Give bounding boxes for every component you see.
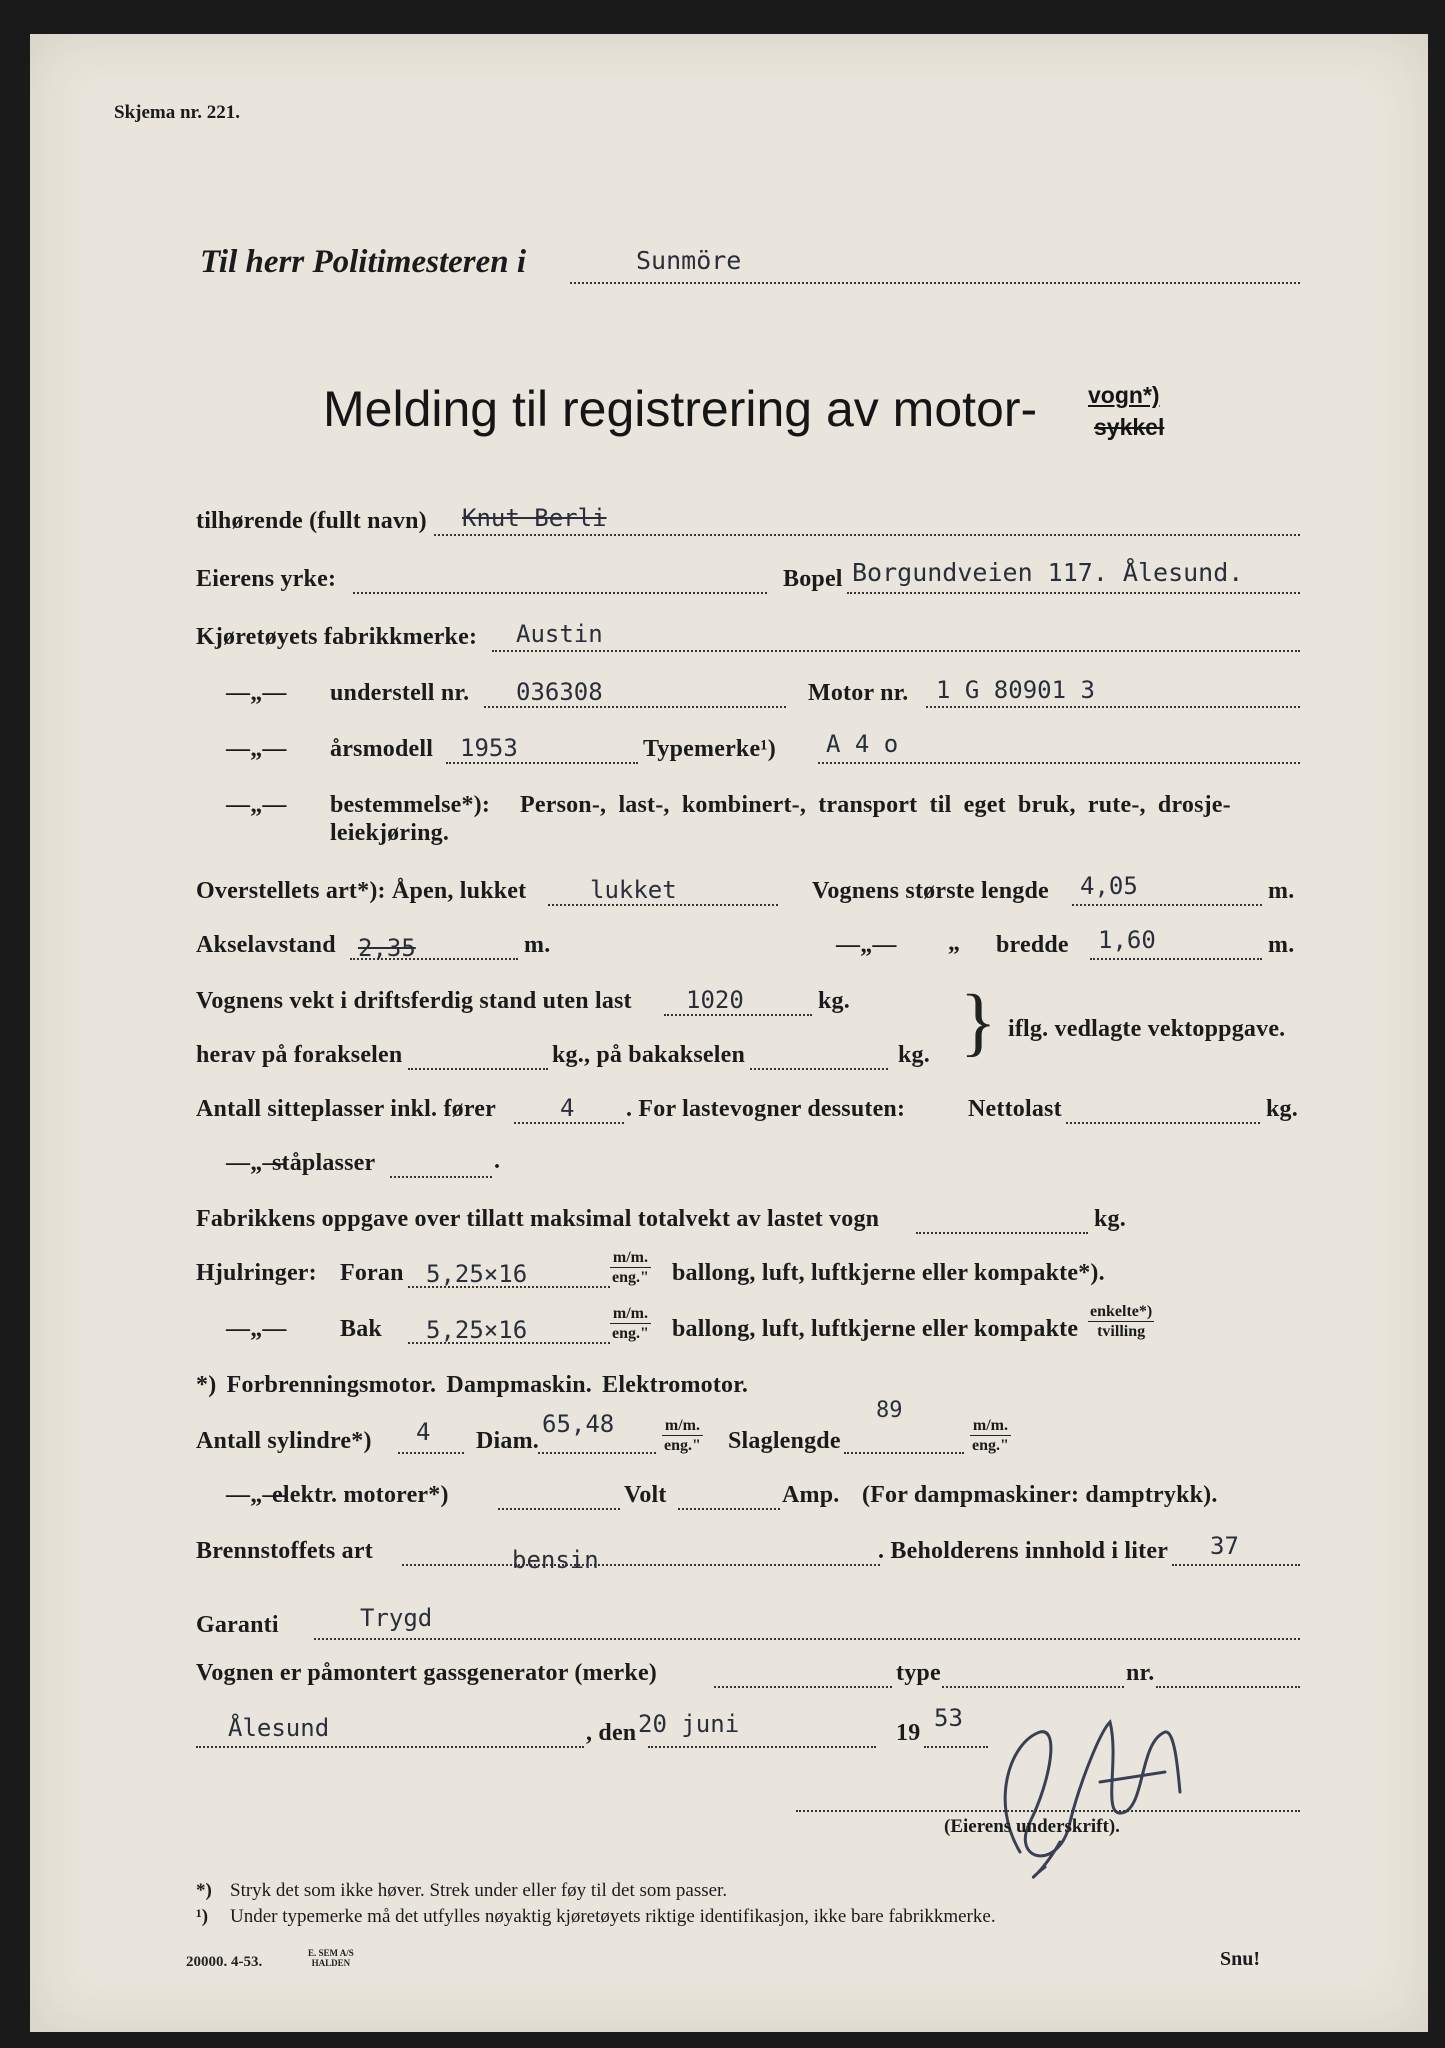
gas-type-line xyxy=(942,1686,1124,1688)
tank-label: . Beholderens innhold i liter xyxy=(878,1538,1169,1564)
ditto-mark: —„— xyxy=(226,1150,287,1176)
front-tire-types: ballong, luft, luftkjerne eller kompakte*). xyxy=(672,1260,1105,1286)
year-prefix: 19 xyxy=(896,1720,921,1746)
weight-note: iflg. vedlagte vektoppgave. xyxy=(1008,1016,1286,1042)
tank-line xyxy=(1172,1564,1300,1566)
steam-note: (For dampmaskiner: damptrykk). xyxy=(862,1482,1218,1508)
type-label: Typemerke¹) xyxy=(643,736,776,762)
ditto-mark: —„— xyxy=(836,932,897,958)
form-page xyxy=(30,34,1428,2032)
addressee-line xyxy=(570,282,1300,284)
rear-tire-unit: m/m. eng." xyxy=(612,1305,649,1342)
standing-line xyxy=(390,1176,492,1178)
footnote-star-mark: *) xyxy=(196,1880,212,1901)
place-line xyxy=(196,1746,584,1748)
seats-label: Antall sitteplasser inkl. fører xyxy=(196,1096,496,1122)
rear-tire-types: ballong, luft, luftkjerne eller kompakte xyxy=(672,1316,1079,1342)
cylinders-label: Antall sylindre*) xyxy=(196,1428,372,1454)
curb-weight-label: Vognens vekt i driftsferdig stand uten last xyxy=(196,988,632,1014)
purpose-options: Person-, last-, kombinert-, transport til eget bruk, rute-, drosje- xyxy=(520,792,1231,818)
wheelbase-label: Akselavstand xyxy=(196,932,336,958)
fuel-line xyxy=(402,1564,880,1566)
cylinders-line xyxy=(398,1452,464,1454)
diameter-label: Diam. xyxy=(476,1428,539,1454)
signature-label: (Eierens underskrift). xyxy=(944,1816,1120,1837)
payload-label: Nettolast xyxy=(968,1096,1062,1122)
body-line xyxy=(548,904,778,906)
standing-period: . xyxy=(494,1148,501,1174)
gas-type-label: type xyxy=(896,1660,941,1686)
ditto-mark: —„— xyxy=(226,680,287,706)
footnote-one-text: Under typemerke må det utfylles nøyaktig kjøretøyets riktige identifikasjon, ikke bare fabrikkmerke. xyxy=(230,1906,996,1927)
ditto-mark: —„— xyxy=(226,736,287,762)
brace-glyph: } xyxy=(960,980,997,1064)
residence-label: Bopel xyxy=(783,566,843,592)
wheelbase-value[interactable]: 2,35 xyxy=(358,934,416,962)
fuel-label: Brennstoffets art xyxy=(196,1538,373,1564)
length-label: Vognens største lengde xyxy=(812,878,1049,904)
curb-weight-line xyxy=(664,1014,812,1016)
date-line xyxy=(648,1746,876,1748)
chassis-label: understell nr. xyxy=(330,680,470,706)
body-label: Overstellets art*): Åpen, lukket xyxy=(196,878,527,904)
title-vogn: vogn*) xyxy=(1088,382,1160,408)
front-tire-value[interactable]: 5,25×16 xyxy=(426,1260,528,1288)
printer-info: E. SEM A/S HALDEN xyxy=(308,1948,354,1968)
max-weight-unit: kg. xyxy=(1094,1206,1126,1232)
year-label: årsmodell xyxy=(330,736,434,762)
payload-unit: kg. xyxy=(1266,1096,1298,1122)
ditto-quote: „ xyxy=(948,930,961,956)
year-line xyxy=(446,762,638,764)
gas-generator-label: Vognen er påmontert gassgenerator (merke) xyxy=(196,1660,658,1686)
guarantee-label: Garanti xyxy=(196,1612,279,1638)
type-value[interactable]: A 4 o xyxy=(826,730,899,758)
date-value[interactable]: 20 juni xyxy=(638,1710,740,1738)
date-label: , den xyxy=(586,1720,637,1746)
addressee-label: Til herr Politimesteren i xyxy=(200,244,527,280)
occupation-label: Eierens yrke: xyxy=(196,566,337,592)
tires-label: Hjulringer: xyxy=(196,1260,317,1286)
truck-label: . For lastevogner dessuten: xyxy=(626,1096,906,1122)
type-line xyxy=(818,762,1300,764)
gas-nr-line xyxy=(1156,1686,1300,1688)
owner-name-line xyxy=(434,534,1300,536)
stroke-label: Slaglengde xyxy=(728,1428,841,1454)
ditto-mark: —„— xyxy=(226,1482,287,1508)
owner-name-label: tilhørende (fullt navn) xyxy=(196,508,427,534)
amp-label: Amp. xyxy=(782,1482,840,1508)
engine-types: *) Forbrenningsmotor. Dampmaskin. Elektromotor. xyxy=(196,1372,749,1398)
owner-signature xyxy=(950,1702,1210,1902)
rear-axle-unit: kg. xyxy=(898,1042,930,1068)
diameter-unit: m/m. eng." xyxy=(664,1417,701,1454)
front-tire-unit: m/m. eng." xyxy=(612,1249,649,1286)
stroke-line xyxy=(844,1452,964,1454)
max-weight-line xyxy=(916,1232,1088,1234)
length-unit: m. xyxy=(1268,878,1295,904)
front-tire-label: Foran xyxy=(340,1260,404,1286)
turn-over-note: Snu! xyxy=(1220,1948,1261,1970)
wheelbase-unit: m. xyxy=(524,932,551,958)
diameter-value[interactable]: 65,48 xyxy=(542,1410,615,1438)
tank-value[interactable]: 37 xyxy=(1210,1532,1239,1560)
curb-weight-value[interactable]: 1020 xyxy=(686,986,744,1014)
electric-motors-line xyxy=(498,1508,620,1510)
max-weight-label: Fabrikkens oppgave over tillatt maksimal totalvekt av lastet vogn xyxy=(196,1206,880,1232)
seats-value[interactable]: 4 xyxy=(560,1094,575,1122)
chassis-value[interactable]: 036308 xyxy=(516,678,603,706)
gas-nr-label: nr. xyxy=(1126,1660,1155,1686)
schema-number: Skjema nr. 221. xyxy=(114,102,240,123)
residence-value[interactable]: Borgundveien 117. Ålesund. xyxy=(852,558,1244,587)
motor-line xyxy=(926,706,1300,708)
make-value[interactable]: Austin xyxy=(516,620,603,648)
length-line xyxy=(1072,904,1262,906)
motor-label: Motor nr. xyxy=(808,680,909,706)
volt-label: Volt xyxy=(624,1482,667,1508)
diameter-line xyxy=(538,1452,656,1454)
electric-motors-label: elektr. motorer*) xyxy=(272,1482,449,1508)
front-axle-label: herav på forakselen xyxy=(196,1042,403,1068)
front-axle-line xyxy=(408,1068,548,1070)
rear-tire-config: enkelte*) tvilling xyxy=(1090,1303,1153,1340)
rear-axle-label: kg., på bakakselen xyxy=(552,1042,745,1068)
width-line xyxy=(1090,958,1262,960)
seats-line xyxy=(514,1122,624,1124)
stroke-value[interactable]: 89 xyxy=(876,1398,903,1423)
width-value[interactable]: 1,60 xyxy=(1098,926,1156,954)
place-value[interactable]: Ålesund xyxy=(228,1714,330,1742)
gas-generator-line xyxy=(714,1686,892,1688)
rear-tire-value[interactable]: 5,25×16 xyxy=(426,1316,528,1344)
payload-line xyxy=(1066,1122,1260,1124)
ditto-mark: —„— xyxy=(226,1316,287,1342)
purpose-label: bestemmelse*): xyxy=(330,792,491,818)
length-value[interactable]: 4,05 xyxy=(1080,872,1138,900)
chassis-line xyxy=(484,706,786,708)
purpose-options-cont: leiekjøring. xyxy=(330,820,450,846)
fuel-value[interactable]: bensin xyxy=(512,1546,599,1574)
standing-label: ståplasser xyxy=(272,1150,376,1176)
year-value[interactable]: 1953 xyxy=(460,734,518,762)
rear-tire-label: Bak xyxy=(340,1316,382,1342)
signature-line xyxy=(796,1810,1300,1812)
footnote-one-mark: ¹) xyxy=(196,1906,209,1927)
make-line xyxy=(492,650,1300,652)
guarantee-line xyxy=(314,1638,1300,1640)
owner-name-value[interactable]: Knut Berli xyxy=(462,504,607,532)
residence-line xyxy=(847,592,1300,594)
occupation-line xyxy=(353,592,767,594)
make-label: Kjøretøyets fabrikkmerke: xyxy=(196,624,478,650)
curb-weight-unit: kg. xyxy=(818,988,850,1014)
cylinders-value[interactable]: 4 xyxy=(416,1418,431,1446)
motor-value[interactable]: 1 G 80901 3 xyxy=(936,676,1095,704)
volt-line xyxy=(678,1508,780,1510)
stroke-unit: m/m. eng." xyxy=(972,1417,1009,1454)
rear-axle-line xyxy=(750,1068,888,1070)
form-title: Melding til registrering av motor- xyxy=(323,381,1038,437)
title-sykkel: sykkel xyxy=(1094,414,1165,440)
body-value[interactable]: lukket xyxy=(590,876,677,904)
addressee-value[interactable]: Sunmöre xyxy=(636,246,742,275)
guarantee-value[interactable]: Trygd xyxy=(360,1604,433,1632)
width-unit: m. xyxy=(1268,932,1295,958)
year-suffix[interactable]: 53 xyxy=(934,1704,963,1732)
footnote-star-text: Stryk det som ikke høver. Strek under eller føy til det som passer. xyxy=(230,1880,728,1901)
width-label: bredde xyxy=(996,932,1069,958)
ditto-mark: —„— xyxy=(226,792,287,818)
print-info: 20000. 4-53. xyxy=(186,1954,263,1970)
